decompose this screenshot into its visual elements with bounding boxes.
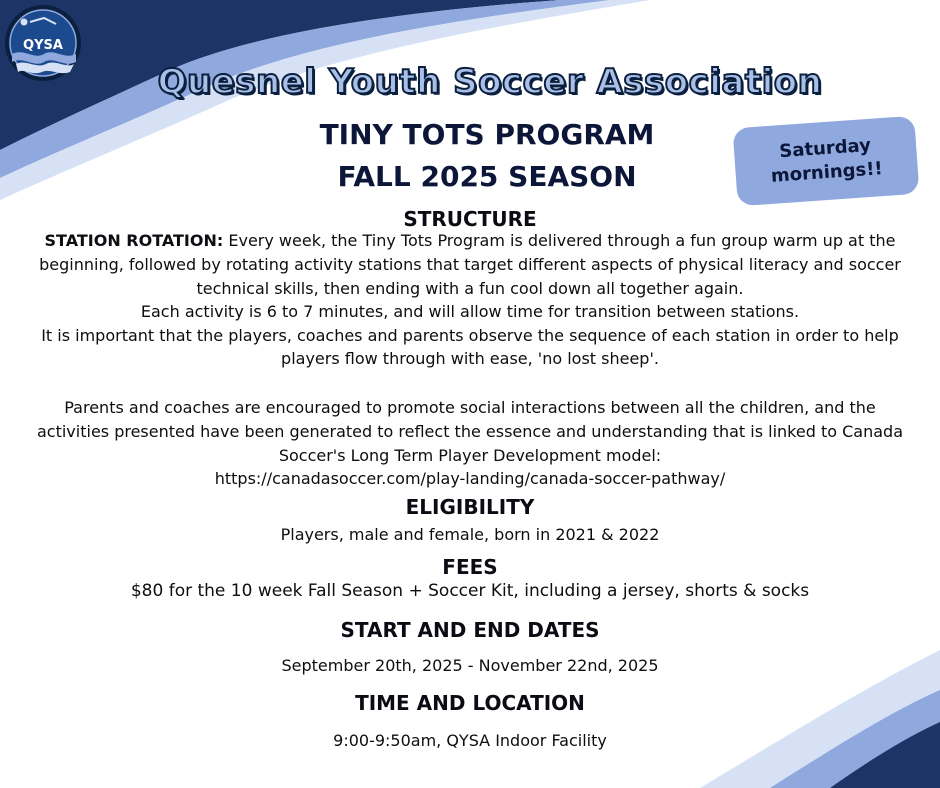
season-title: FALL 2025 SEASON — [337, 160, 637, 193]
eligibility-text: Players, male and female, born in 2021 & 2022 — [280, 525, 660, 544]
fees-text: $80 for the 10 week Fall Season + Soccer Kit, including a jersey, shorts & socks — [130, 581, 810, 601]
duration-line: Each activity is 6 to 7 minutes, and will allow time for transition between stations. — [140, 302, 800, 321]
logo-text: QYSA — [23, 38, 63, 53]
qysa-logo — [4, 4, 82, 82]
pathway-link[interactable]: https://canadasoccer.com/play-landing/canada-soccer-pathway/ — [214, 469, 726, 488]
dates-heading: START AND END DATES — [340, 618, 600, 642]
badge-line-1: Saturday — [778, 134, 872, 162]
org-title: Quesnel Youth Soccer Association — [157, 62, 823, 102]
fees-heading: FEES — [442, 555, 498, 579]
eligibility-heading: ELIGIBILITY — [405, 495, 535, 519]
location-text: 9:00-9:50am, QYSA Indoor Facility — [333, 731, 607, 750]
saturday-badge — [733, 116, 920, 207]
social-line-1: Parents and coaches are encouraged to promote social interactions between all the children, and the — [64, 398, 876, 417]
structure-heading: STRUCTURE — [403, 207, 537, 231]
rotation-line-3: technical skills, then ending with a fun cool down all together again. — [196, 279, 744, 298]
dates-text: September 20th, 2025 - November 22nd, 2025 — [281, 656, 659, 675]
location-heading: TIME AND LOCATION — [355, 691, 585, 715]
sequence-line-2: players flow through with ease, 'no lost sheep'. — [281, 349, 659, 368]
rotation-line-1 — [0, 229, 940, 253]
sequence-line-1: It is important that the players, coaches and parents observe the sequence of each station in order to help — [41, 326, 899, 345]
program-title: TINY TOTS PROGRAM — [319, 118, 655, 151]
rotation-line-2: beginning, followed by rotating activity stations that target different aspects of physical literacy and soccer — [39, 255, 901, 274]
badge-line-2: mornings!! — [770, 158, 884, 187]
social-line-3: Soccer's Long Term Player Development model: — [278, 446, 662, 465]
social-line-2: activities presented have been generated to reflect the essence and understanding that is linked to Canada — [36, 422, 903, 441]
rotation-label: STATION ROTATION: — [44, 231, 224, 250]
rotation-text-1: Every week, the Tiny Tots Program is delivered through a fun group warm up at the — [223, 231, 896, 250]
